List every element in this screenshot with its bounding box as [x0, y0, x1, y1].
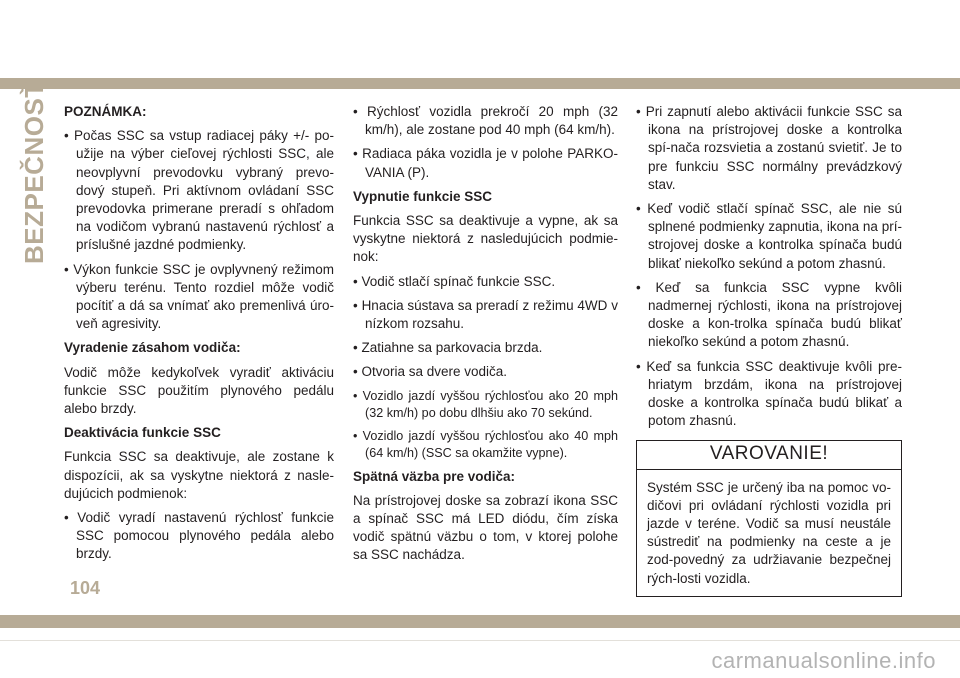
warning-text: Systém SSC je určený iba na pomoc vo-dičovi pri ovládaní rýchlosti vozidla pri jazde v teréne. Vodič sa musí neustále sústrediť na podmienky na ceste a je zod-povedný za udržiavanie bezpečnej rých-losti vozidla.	[647, 479, 891, 586]
switch-off-heading: Vypnutie funkcie SSC	[353, 188, 493, 204]
list-item: • Radiaca páka vozidla je v polohe PARKO-VANIA (P).	[353, 145, 618, 181]
footer-bar	[0, 615, 960, 628]
list-item: • Vodič vyradí nastavenú rýchlosť funkcie SSC pomocou plynového pedála alebo brzdy.	[64, 509, 334, 564]
watermark: carmanualsonline.info	[711, 648, 936, 673]
override-paragraph: Vodič môže kedykoľvek vyradiť aktiváciu funkcie SSC použitím plynového pedálu alebo brzdy.	[64, 364, 334, 417]
list-item: • Vozidlo jazdí vyššou rýchlosťou ako 20 mph (32 km/h) po dobu dlhšiu ako 70 sekúnd.	[353, 388, 618, 422]
list-item: • Zatiahne sa parkovacia brzda.	[353, 339, 618, 357]
column-3	[636, 103, 902, 597]
override-heading: Vyradenie zásahom vodiča:	[64, 340, 241, 356]
list-item: • Počas SSC sa vstup radiacej páky +/- po-užije na výber cieľovej rýchlosti SSC, ale neovplyvní prevodovku vybraný prevo-dový stupeň. Pri aktívnom ovládaní SSC prevodovka primerane preradí s ohľadom na vodičom vybranú nastavenú rýchlosť a príslušné jazdné podmienky.	[64, 127, 334, 254]
switch-off-paragraph: Funkcia SSC sa deaktivuje a vypne, ak sa vyskytne niektorá z nasledujúcich podmie-nok:	[353, 213, 618, 265]
footer-divider	[0, 640, 960, 641]
list-item: • Hnacia sústava sa preradí z režimu 4WD v nízkom rozsahu.	[353, 297, 618, 333]
warning-box	[636, 440, 902, 596]
note-heading: POZNÁMKA:	[64, 104, 147, 119]
list-item: • Vodič stlačí spínač funkcie SSC.	[353, 273, 618, 291]
feedback-paragraph: Na prístrojovej doske sa zobrazí ikona SSC a spínač SSC má LED diódu, čím získa vodič spätnú väzbu o tom, v ktorej polohe sa SSC nachádza.	[353, 492, 618, 563]
list-item: • Pri zapnutí alebo aktivácii funkcie SSC sa ikona na prístrojovej doske a kontrolka spí-nača rozsvietia a zostanú svietiť. Je to pre funkciu SSC normálny prevádzkový stav.	[636, 103, 902, 194]
list-item: • Keď vodič stlačí spínač SSC, ale nie sú splnené podmienky zapnutia, ikona na prí-strojovej doske a kontrolka spínača budú blikať niekoľko sekúnd a potom zhasnú.	[636, 200, 902, 273]
list-item: • Otvoria sa dvere vodiča.	[353, 363, 618, 381]
deactivation-paragraph: Funkcia SSC sa deaktivuje, ale zostane k dispozícii, ak sa vyskytne niektorá z nasle-dujúcich podmienok:	[64, 449, 334, 501]
section-side-label: BEZPEČNOSŤ	[19, 81, 49, 264]
top-margin	[0, 0, 960, 70]
list-item: • Keď sa funkcia SSC vypne kvôli nadmernej rýchlosti, ikona na prístrojovej doske a kon-trolka spínača budú blikať niekoľko sekúnd a potom zhasnú.	[636, 279, 902, 352]
feedback-heading: Spätná väzba pre vodiča:	[353, 468, 516, 484]
column-2	[353, 103, 618, 571]
header-bar	[0, 78, 960, 89]
list-item: • Rýchlosť vozidla prekročí 20 mph (32 km/h), ale zostane pod 40 mph (64 km/h).	[353, 103, 618, 139]
list-item: • Vozidlo jazdí vyššou rýchlosťou ako 40 mph (64 km/h) (SSC sa okamžite vypne).	[353, 428, 618, 462]
list-item: • Výkon funkcie SSC je ovplyvnený režimom výberu terénu. Tento rozdiel môže vodič pocítiť a dá sa vnímať ako premenlivá úro-veň agresivity.	[64, 261, 334, 334]
deactivation-heading: Deaktivácia funkcie SSC	[64, 425, 221, 441]
column-1	[64, 103, 334, 570]
warning-title: VAROVANIE!	[637, 441, 901, 469]
page-number: 104	[70, 578, 101, 598]
list-item: • Keď sa funkcia SSC deaktivuje kvôli pre-hriatym brzdám, ikona na prístrojovej doske a kontrolka spínača budú blikať a potom zhasnú.	[636, 358, 902, 431]
